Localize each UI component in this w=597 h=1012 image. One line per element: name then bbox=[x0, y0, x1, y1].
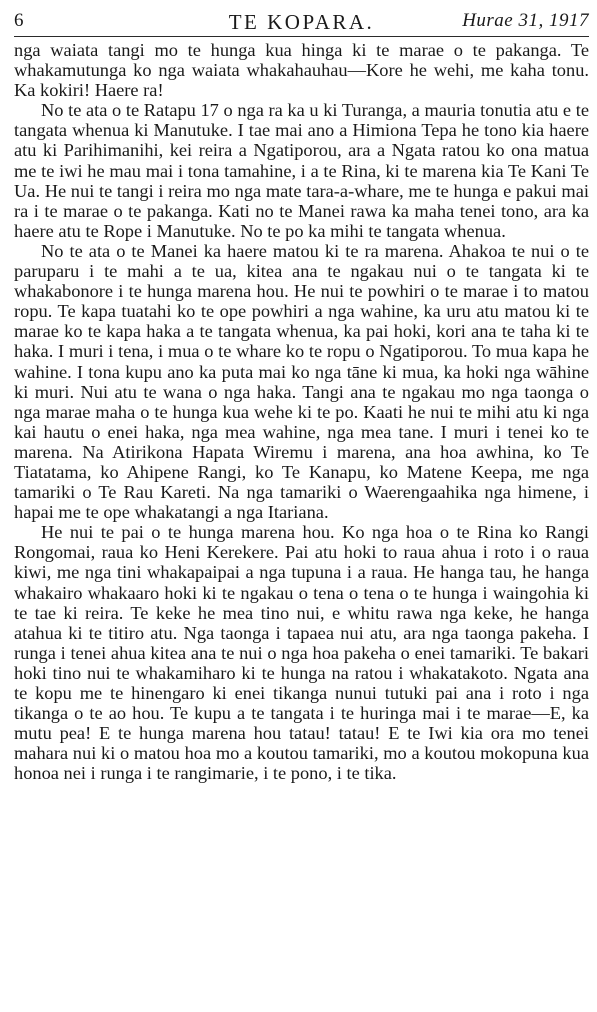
article-body bbox=[14, 40, 589, 783]
paragraph: No te ata o te Ratapu 17 o nga ra ka u ki Turanga, a mauria tonutia atu e te tangata whenua ki Manutuke. I tae mai ano a Himiona Tepa he tono kia haere atu ki Parihimanihi, kei reira a Ngatiporou, ara a Ngata ratou ko ona matua me te iwi he mau mai i tona tamahine, i a te Rina, ki te marena kia Te Kani Te Ua. He nui te tangi i reira mo nga mate tara-a-whare, me te hunga e pakui mai ra i te marae o te pakanga. Kati no te Manei rawa ka maha tenei tono, ara ka haere atu te Rope i Manutuke. No te po ka mihi te tangata whenua. bbox=[14, 100, 589, 241]
publication-title: TE KOPARA. bbox=[228, 10, 375, 34]
paragraph: He nui te pai o te hunga marena hou. Ko nga hoa o te Rina ko Rangi Rongomai, raua ko Heni Kerekere. Pai atu hoki to raua ahua i roto i o raua kiwi, me nga tini whakapaipai a nga tupuna i a raua. He hanga tau, he hanga whakairo whakaaro hoki ki te ngakau o tena o tena o te hunga i waingohia ki te tae ki reira. Te keke he mea tino nui, e whitu rawa nga keke, he hanga atahua ki te titiro atu. Nga taonga i tapaea nui atu, ara nga taonga pakeha. I runga i tenei ahua kitea ana te nui o nga hoa pakeha o enei tamariki. Te bakari hoki tino nui te whakamiharo ki te hunga na ratou i whakatakoto. Ngata ana te kopu me te hinengaro ki enei tikanga nunui tutuki pai ana i roto i nga tikanga o te ao hou. Te kupu a te tangata i te huringa mai i te marae—E, ka mutu pea! E te hunga marena hou tatau! tatau! E te Iwi kia ora mo tenei mahara nui ki o matou hoa mo a koutou tamariki, mo a koutou mokopuna kua honoa nei i runga i te rangimarie, i te pono, i te tika. bbox=[14, 522, 589, 784]
paragraph-continued: nga waiata tangi mo te hunga kua hinga ki te marae o te pakanga. Te whakamutunga ko nga waiata whakahauhau—Kore he wehi, me kaha tonu. Ka kokiri! Haere ra! bbox=[14, 40, 589, 101]
paragraph: No te ata o te Manei ka haere matou ki te ra marena. Ahakoa te nui o te paruparu i te mahi a te ua, kitea ana te ngakau nui o te tangata ki te whakabonore i te hunga marena hou. He nui te powhiri o te marae i to matou ropu. Te kapa tuatahi ko te ope powhiri a nga wahine, ka uru atu matou ki te marae ko te kapa haka a te tangata whenua, ka pai hoki, kori ana te taha ki te haka. I muri i tena, i mua o te whare ko te ropu o Ngatiporou. To mua kapa he wahine. I tona kupu ano ka puta mai ko nga tāne ki mua, ka hoki nga wāhine ki muri. Nui atu te wana o nga haka. Tangi ana te ngakau mo nga taonga o nga marae maha o te hunga kua wehe ki te po. Kaati he nui te mihi atu ki nga kai hautu o enei haka, nga mea wahine, nga mea tane. I muri i tenei ko te marena. Na Atirikona Hapata Wiremu i marena, ana hoa awhina, ko Te Tiatatama, ko Ahipene Rangi, ko Te Kanapu, ko Matene Keepa, me nga tamariki o Te Rau Kareti. Na nga tamariki o Waerengaahika nga himene, i hapai me te ope whakatangi a nga Itariana. bbox=[14, 240, 589, 523]
issue-date: Hurae 31, 1917 bbox=[462, 10, 589, 31]
page-number: 6 bbox=[14, 10, 24, 31]
page-header bbox=[14, 8, 589, 37]
